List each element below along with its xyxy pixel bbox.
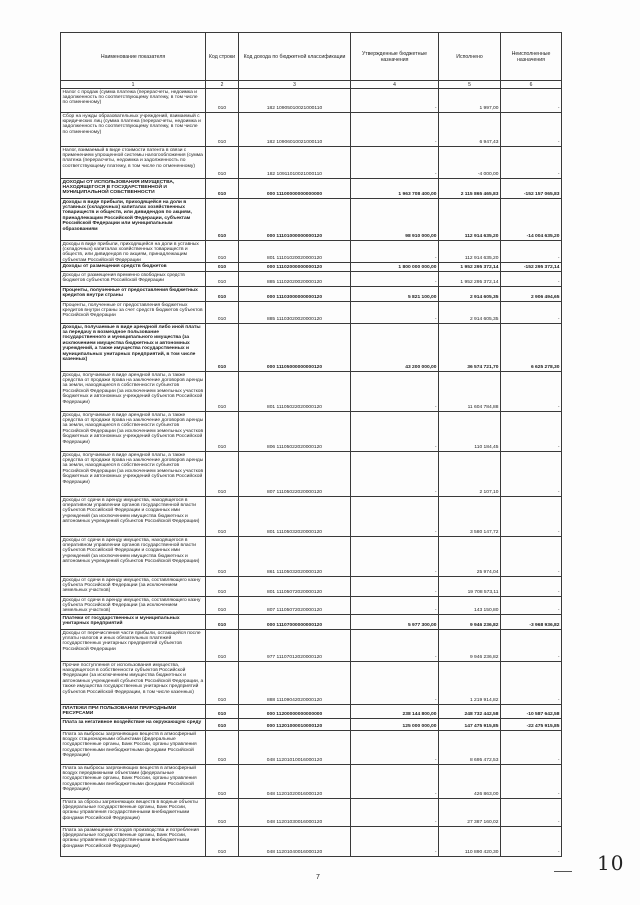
executed-cell: 1 952 295 372,14 [439, 263, 501, 272]
table-row [61, 497, 562, 537]
approved-cell: - [351, 241, 439, 263]
column-number: 4 [351, 81, 439, 89]
executed-cell: 6 947,43 [439, 113, 501, 147]
table-row [61, 272, 562, 287]
indicator-name-cell: Плата за негативное воздействие на окружающую среду [61, 719, 206, 731]
approved-cell: 43 200 000,00 [351, 324, 439, 372]
executed-cell: 8 695 472,53 [439, 731, 501, 765]
income-code-cell: 000 11201000010000120 [239, 719, 351, 731]
indicator-name-cell: Доходы, получаемые в виде арендной платы, а также средства от продажи права на заключение договоров аренды за земли, находящиеся в собственности субъектов Российской Федерации (за исключением земельных участков бюджетных и автономных учреждений субъектов Российской Федерации) [61, 412, 206, 452]
executed-cell: 1 997,00 [439, 89, 501, 113]
table-row [61, 799, 562, 827]
indicator-name-cell: Доходы от сдачи в аренду имущества, находящегося в оперативном управлении органов государственной власти субъектов Российской Федерации и созданных ими учреждений (за исключением имущества бюджетных и автономных учреждений субъектов Российской Федерации) [61, 497, 206, 537]
unexecuted-cell: -152 295 372,14 [501, 263, 562, 272]
approved-cell: 1 963 708 400,00 [351, 179, 439, 199]
executed-cell: 143 150,80 [439, 597, 501, 615]
income-code-cell: 048 11201030016000120 [239, 799, 351, 827]
indicator-name-cell: Доходы, получаемые в виде арендной платы, а также средства от продажи права на заключение договоров аренды за земли, находящиеся в собственности субъектов Российской Федерации (за исключением земельных участков бюджетных и автономных учреждений субъектов Российской Федерации) [61, 452, 206, 497]
approved-cell: - [351, 537, 439, 577]
row-code-cell: 010 [206, 731, 239, 765]
income-code-cell: 806 11105022020000120 [239, 412, 351, 452]
executed-cell: 426 863,00 [439, 765, 501, 799]
header-unexecuted: Неисполненные назначения [501, 33, 562, 81]
row-code-cell: 010 [206, 765, 239, 799]
approved-cell: 98 910 000,00 [351, 199, 439, 241]
unexecuted-cell: 2 906 494,65 [501, 287, 562, 302]
approved-cell: - [351, 577, 439, 597]
indicator-name-cell: Налог, взимаемый в виде стоимости патента в связи с применением упрощенной системы налогообложения (сумма платежа (перерасчеты, недоимка и задолженность по соответствующему платежу, в том числе по отмененному) [61, 147, 206, 179]
income-code-cell: 888 11109042020000120 [239, 662, 351, 705]
table-row [61, 719, 562, 731]
row-code-cell: 010 [206, 263, 239, 272]
row-code-cell: 010 [206, 705, 239, 719]
table-row [61, 827, 562, 857]
unexecuted-cell: - [501, 577, 562, 597]
income-code-cell: 000 11101000000000120 [239, 199, 351, 241]
row-code-cell: 010 [206, 179, 239, 199]
table-row [61, 324, 562, 372]
income-code-cell: 885 11102020020000120 [239, 272, 351, 287]
unexecuted-cell: - [501, 731, 562, 765]
executed-cell: 1 219 914,82 [439, 662, 501, 705]
indicator-name-cell: Прочие поступления от использования имущества, находящегося в собственности субъектов Российской Федерации (за исключением имущества бюджетных и автономных учреждений субъектов Российской Федерации, а также имущества государственных унитарных предприятий субъектов Российской Федерации, в том числе казенных) [61, 662, 206, 705]
header-row-code: Код строки [206, 33, 239, 81]
approved-cell: 1 800 000 000,00 [351, 263, 439, 272]
approved-cell: - [351, 412, 439, 452]
row-code-cell: 010 [206, 630, 239, 662]
header-approved: Утвержденные бюджетные назначения [351, 33, 439, 81]
row-code-cell: 010 [206, 537, 239, 577]
income-code-cell: 048 11201040016000120 [239, 827, 351, 857]
executed-cell: 25 974,04 [439, 537, 501, 577]
table-row [61, 199, 562, 241]
executed-cell: 2 115 865 465,83 [439, 179, 501, 199]
income-code-cell: 048 11201020016000120 [239, 765, 351, 799]
approved-cell: - [351, 662, 439, 705]
row-code-cell: 010 [206, 199, 239, 241]
executed-cell: 112 914 635,20 [439, 199, 501, 241]
column-number-row [61, 81, 562, 89]
income-code-cell: 182 10905010021000110 [239, 89, 351, 113]
approved-cell: - [351, 452, 439, 497]
indicator-name-cell: Проценты, полученные от предоставления бюджетных кредитов внутри страны [61, 287, 206, 302]
row-code-cell: 010 [206, 241, 239, 263]
table-row [61, 287, 562, 302]
row-code-cell: 010 [206, 662, 239, 705]
table-row [61, 113, 562, 147]
unexecuted-cell: - [501, 630, 562, 662]
executed-cell: 110 890 420,30 [439, 827, 501, 857]
row-code-cell: 010 [206, 302, 239, 324]
approved-cell: - [351, 597, 439, 615]
unexecuted-cell: - [501, 113, 562, 147]
executed-cell: 2 914 605,35 [439, 302, 501, 324]
indicator-name-cell: Платежи от государственных и муниципальных унитарных предприятий [61, 615, 206, 630]
row-code-cell: 010 [206, 89, 239, 113]
page-number: 7 [316, 874, 320, 881]
table-row [61, 597, 562, 615]
unexecuted-cell: -14 004 635,20 [501, 199, 562, 241]
approved-cell: - [351, 89, 439, 113]
row-code-cell: 010 [206, 577, 239, 597]
income-code-cell: 801 11105072020000120 [239, 577, 351, 597]
indicator-name-cell: Доходы от перечисления части прибыли, остающейся после уплаты налогов и иных обязательных платежей государственных унитарных предприятий субъектов Российской Федерации [61, 630, 206, 662]
income-code-cell: 048 11201010016000120 [239, 731, 351, 765]
executed-cell: 2 107,10 [439, 452, 501, 497]
approved-cell: 125 000 000,00 [351, 719, 439, 731]
unexecuted-cell: - [501, 147, 562, 179]
table-row [61, 263, 562, 272]
unexecuted-cell: 6 625 278,30 [501, 324, 562, 372]
column-number: 6 [501, 81, 562, 89]
unexecuted-cell: -152 157 065,83 [501, 179, 562, 199]
executed-cell: 19 708 573,11 [439, 577, 501, 597]
header-indicator-name: Наименование показателя [61, 33, 206, 81]
indicator-name-cell: Доходы, получаемые в виде арендной либо иной платы за передачу в возмездное пользование государственного и муниципального имущества (за исключением имущества бюджетных и автономных учреждений, а также имущества государственных и муниципальных унитарных предприятий, в том числе казенных) [61, 324, 206, 372]
approved-cell: - [351, 497, 439, 537]
executed-cell: 36 574 721,70 [439, 324, 501, 372]
approved-cell: - [351, 827, 439, 857]
unexecuted-cell: - [501, 662, 562, 705]
income-code-cell: 000 11107000000000120 [239, 615, 351, 630]
table-row [61, 662, 562, 705]
unexecuted-cell: - [501, 497, 562, 537]
unexecuted-cell: - [501, 827, 562, 857]
income-code-cell: 182 10911010021000110 [239, 147, 351, 179]
row-code-cell: 010 [206, 412, 239, 452]
indicator-name-cell: Доходы от сдачи в аренду имущества, составляющего казну субъекта Российской Федерации (за исключением земельных участков) [61, 577, 206, 597]
income-code-cell: 801 11105032020000120 [239, 497, 351, 537]
column-number: 3 [239, 81, 351, 89]
row-code-cell: 010 [206, 719, 239, 731]
indicator-name-cell: Плата за сбросы загрязняющих веществ в водные объекты (федеральные государственные органы, Банк России, органы управления государственными внебюджетными фондами Российской Федерации) [61, 799, 206, 827]
executed-cell: 3 580 147,72 [439, 497, 501, 537]
row-code-cell: 010 [206, 452, 239, 497]
income-code-cell: 807 11105072020000120 [239, 597, 351, 615]
indicator-name-cell: Проценты, полученные от предоставления бюджетных кредитов внутри страны за счет средств бюджетов субъектов Российской Федерации [61, 302, 206, 324]
sheet-number: 10 [597, 851, 625, 875]
indicator-name-cell: Плата за размещение отходов производства и потребления (федеральные государственные органы, Банк России, органы управления государственными внебюджетными фондами Российской Федерации) [61, 827, 206, 857]
table-row [61, 630, 562, 662]
table-body [61, 89, 562, 857]
income-code-cell: 801 11105022020000120 [239, 372, 351, 412]
executed-cell: -4 000,00 [439, 147, 501, 179]
table-row [61, 452, 562, 497]
approved-cell: - [351, 372, 439, 412]
margin-mark [554, 871, 572, 872]
unexecuted-cell: -10 587 642,58 [501, 705, 562, 719]
indicator-name-cell: Доходы в виде прибыли, приходящейся на доли в уставных (складочных) капиталах хозяйственных товариществ и обществ, или дивидендов по акциям, принадлежащим Российской Федерации, субъектам Российской Федерации или муниципальным образованиям [61, 199, 206, 241]
row-code-cell: 010 [206, 597, 239, 615]
approved-cell: - [351, 630, 439, 662]
executed-cell: 112 914 635,20 [439, 241, 501, 263]
indicator-name-cell: ПЛАТЕЖИ ПРИ ПОЛЬЗОВАНИИ ПРИРОДНЫМИ РЕСУРСАМИ [61, 705, 206, 719]
column-number: 1 [61, 81, 206, 89]
unexecuted-cell: - [501, 89, 562, 113]
income-code-cell: 000 11105000000000120 [239, 324, 351, 372]
table-row [61, 731, 562, 765]
column-number: 2 [206, 81, 239, 89]
unexecuted-cell: - [501, 597, 562, 615]
approved-cell: - [351, 302, 439, 324]
table-row [61, 537, 562, 577]
table-row [61, 577, 562, 597]
unexecuted-cell: - [501, 302, 562, 324]
header-executed: Исполнено [439, 33, 501, 81]
income-code-cell: 861 11105032020000120 [239, 537, 351, 577]
row-code-cell: 010 [206, 147, 239, 179]
unexecuted-cell: - [501, 537, 562, 577]
table-row [61, 765, 562, 799]
row-code-cell: 010 [206, 287, 239, 302]
income-code-cell: 000 11200000000000000 [239, 705, 351, 719]
table-row [61, 241, 562, 263]
indicator-name-cell: Сбор на нужды образовательных учреждений, взимаемый с юридических лиц (сумма платежа (перерасчеты, недоимка и задолженность по соответствующему платежу, в том числе по отмененному) [61, 113, 206, 147]
income-code-cell: 885 11103020020000120 [239, 302, 351, 324]
row-code-cell: 010 [206, 372, 239, 412]
approved-cell: - [351, 765, 439, 799]
executed-cell: 27 387 160,02 [439, 799, 501, 827]
income-code-cell: 801 11101020020000120 [239, 241, 351, 263]
executed-cell: 9 946 236,82 [439, 615, 501, 630]
approved-cell: 238 144 800,00 [351, 705, 439, 719]
indicator-name-cell: Налог с продаж (сумма платежа (перерасчеты, недоимка и задолженность по соответствующему платежу, в том числе по отмененному) [61, 89, 206, 113]
approved-cell: - [351, 272, 439, 287]
indicator-name-cell: Плата за выбросы загрязняющих веществ в атмосферный воздух передвижными объектами (федеральные государственные органы, Банк России, органы управления государственными внебюджетными фондами Российской Федерации) [61, 765, 206, 799]
approved-cell: 5 977 300,00 [351, 615, 439, 630]
table-row [61, 705, 562, 719]
executed-cell: 248 732 442,58 [439, 705, 501, 719]
unexecuted-cell: - [501, 412, 562, 452]
row-code-cell: 010 [206, 615, 239, 630]
row-code-cell: 010 [206, 799, 239, 827]
unexecuted-cell: - [501, 452, 562, 497]
executed-cell: 11 604 784,88 [439, 372, 501, 412]
unexecuted-cell: - [501, 272, 562, 287]
approved-cell: - [351, 731, 439, 765]
header-income-code: Код дохода по бюджетной классификации [239, 33, 351, 81]
unexecuted-cell: - [501, 765, 562, 799]
table-row [61, 412, 562, 452]
indicator-name-cell: Доходы от размещения средств бюджетов [61, 263, 206, 272]
column-number: 5 [439, 81, 501, 89]
executed-cell: 2 914 605,35 [439, 287, 501, 302]
approved-cell: 5 821 100,00 [351, 287, 439, 302]
indicator-name-cell: Доходы от сдачи в аренду имущества, находящегося в оперативном управлении органов государственной власти субъектов Российской Федерации и созданных ими учреждений (за исключением имущества бюджетных и автономных учреждений субъектов Российской Федерации) [61, 537, 206, 577]
income-code-cell: 000 11103000000000120 [239, 287, 351, 302]
approved-cell: - [351, 147, 439, 179]
table-row [61, 179, 562, 199]
income-code-cell: 000 11102000000000120 [239, 263, 351, 272]
approved-cell: - [351, 799, 439, 827]
income-code-cell: 807 11105022020000120 [239, 452, 351, 497]
row-code-cell: 010 [206, 324, 239, 372]
income-code-cell: 000 11100000000000000 [239, 179, 351, 199]
indicator-name-cell: ДОХОДЫ ОТ ИСПОЛЬЗОВАНИЯ ИМУЩЕСТВА, НАХОДЯЩЕГОСЯ В ГОСУДАРСТВЕННОЙ И МУНИЦИПАЛЬНОЙ СОБСТВЕННОСТИ [61, 179, 206, 199]
budget-report-table [60, 32, 562, 857]
unexecuted-cell: -22 475 915,85 [501, 719, 562, 731]
table-header-row [61, 33, 562, 81]
indicator-name-cell: Доходы от размещения временно свободных средств бюджетов субъектов Российской Федерации [61, 272, 206, 287]
indicator-name-cell: Доходы в виде прибыли, приходящейся на доли в уставных (складочных) капиталах хозяйственных товариществ и обществ, или дивидендов по акциям, принадлежащим субъектам Российской Федерации [61, 241, 206, 263]
table-row [61, 372, 562, 412]
executed-cell: 147 475 915,85 [439, 719, 501, 731]
approved-cell: - [351, 113, 439, 147]
table-row [61, 89, 562, 113]
executed-cell: 1 952 295 372,14 [439, 272, 501, 287]
row-code-cell: 010 [206, 497, 239, 537]
unexecuted-cell: - [501, 372, 562, 412]
income-code-cell: 182 10906010021000110 [239, 113, 351, 147]
row-code-cell: 010 [206, 113, 239, 147]
table-row [61, 302, 562, 324]
row-code-cell: 010 [206, 272, 239, 287]
indicator-name-cell: Плата за выбросы загрязняющих веществ в атмосферный воздух стационарными объектами (федеральные государственные органы, Банк России, органы управления государственными внебюджетными фондами Российской Федерации) [61, 731, 206, 765]
indicator-name-cell: Доходы от сдачи в аренду имущества, составляющего казну субъекта Российской Федерации (за исключением земельных участков) [61, 597, 206, 615]
indicator-name-cell: Доходы, получаемые в виде арендной платы, а также средства от продажи права на заключение договоров аренды за земли, находящиеся в собственности субъектов Российской Федерации (за исключением земельных участков бюджетных и автономных учреждений субъектов Российской Федерации) [61, 372, 206, 412]
unexecuted-cell: - [501, 241, 562, 263]
executed-cell: 110 184,45 [439, 412, 501, 452]
unexecuted-cell: - [501, 799, 562, 827]
row-code-cell: 010 [206, 827, 239, 857]
unexecuted-cell: -3 968 936,82 [501, 615, 562, 630]
table-row [61, 147, 562, 179]
executed-cell: 9 946 236,82 [439, 630, 501, 662]
income-code-cell: 977 11107012020000120 [239, 630, 351, 662]
table-row [61, 615, 562, 630]
